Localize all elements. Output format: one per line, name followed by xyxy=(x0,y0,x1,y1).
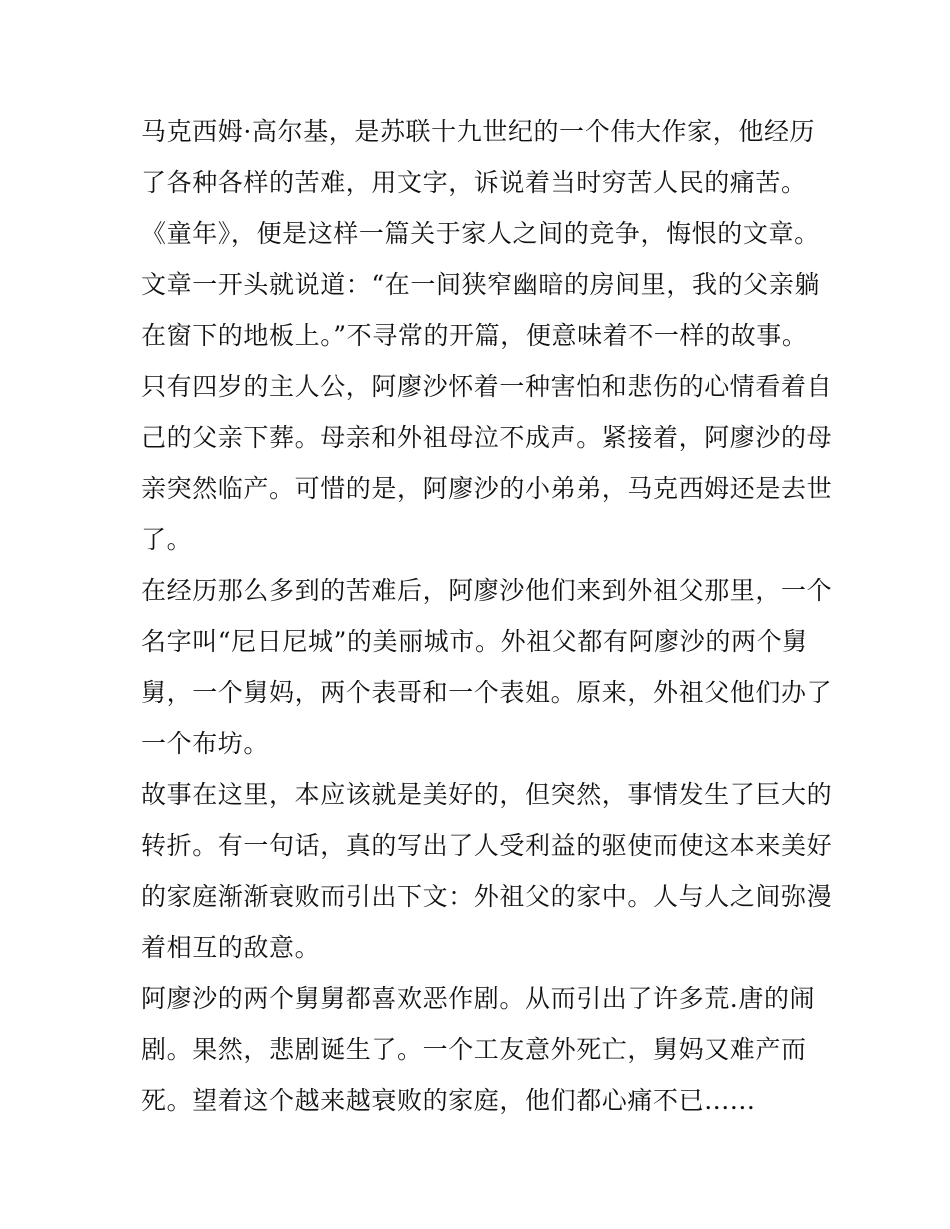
text-line: 阿廖沙的两个舅舅都喜欢恶作剧。从而引出了许多荒.唐的闹 xyxy=(141,984,816,1013)
text-line: 死。望着这个越来越衰败的家庭，他们都心痛不已...... xyxy=(141,1086,756,1115)
text-line: 亲突然临产。可惜的是，阿廖沙的小弟弟，马克西姆还是去世 xyxy=(141,474,833,503)
text-line: 剧。果然，悲剧诞生了。一个工友意外死亡，舅妈又难产而 xyxy=(141,1035,807,1064)
text-line: 文章一开头就说道：“在一间狭窄幽暗的房间里，我的父亲躺 xyxy=(141,270,820,299)
text-line: 名字叫“尼日尼城”的美丽城市。外祖父都有阿廖沙的两个舅 xyxy=(141,627,808,656)
essay-body xyxy=(141,106,833,1126)
text-line: 在经历那么多到的苦难后，阿廖沙他们来到外祖父那里，一个 xyxy=(141,576,833,605)
text-line: 转折。有一句话，真的写出了人受利益的驱使而使这本来美好 xyxy=(141,831,833,860)
text-line: 故事在这里，本应该就是美好的，但突然，事情发生了巨大的 xyxy=(141,780,833,809)
text-line: 的家庭渐渐衰败而引出下文：外祖父的家中。人与人之间弥漫 xyxy=(141,882,833,911)
text-line: 舅，一个舅妈，两个表哥和一个表姐。原来，外祖父他们办了 xyxy=(141,678,833,707)
text-line: 了各种各样的苦难，用文字，诉说着当时穷苦人民的痛苦。 xyxy=(141,168,807,197)
text-line: 一个布坊。 xyxy=(141,729,270,758)
text-line: 《童年》，便是这样一篇关于家人之间的竞争，悔恨的文章。 xyxy=(141,219,820,248)
text-line: 马克西姆·高尔基，是苏联十九世纪的一个伟大作家，他经历 xyxy=(141,117,816,146)
text-line: 着相互的敌意。 xyxy=(141,933,321,962)
text-line: 己的父亲下葬。母亲和外祖母泣不成声。紧接着，阿廖沙的母 xyxy=(141,423,833,452)
text-line: 在窗下的地板上。”不寻常的开篇，便意味着不一样的故事。 xyxy=(141,321,808,350)
text-line: 了。 xyxy=(141,525,193,554)
text-line: 只有四岁的主人公，阿廖沙怀着一种害怕和悲伤的心情看着自 xyxy=(141,372,833,401)
